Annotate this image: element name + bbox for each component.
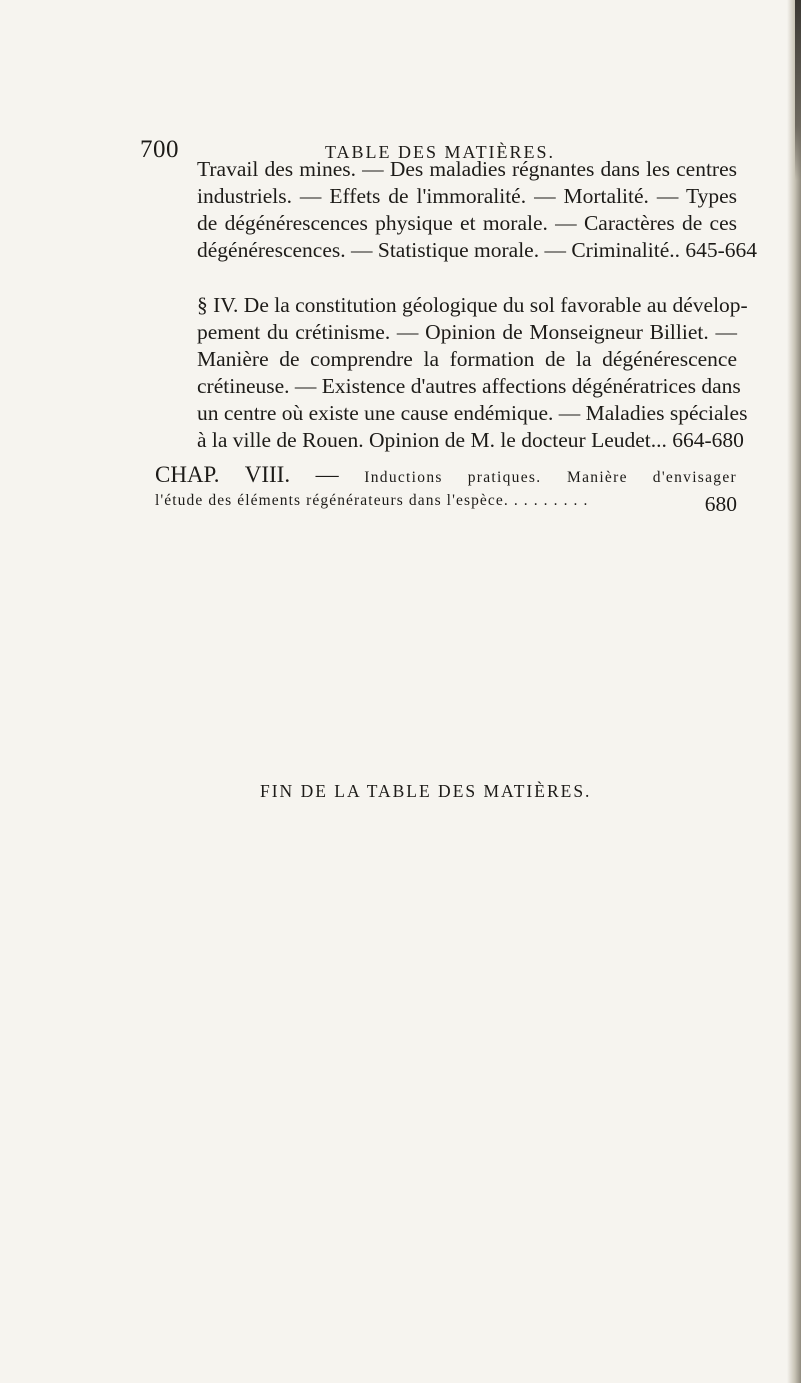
chapter-page-number: 680 [704, 492, 737, 516]
chapter-heading-line [155, 462, 737, 492]
entry-line: dégénérescences. — Statistique morale. — Criminalité.. 645-664 [197, 238, 758, 262]
entry-line: pement du crétinisme. — Opinion de Monseigneur Billiet. — [197, 320, 737, 344]
page-number: 700 [140, 136, 179, 163]
chapter-title-part2: Manière d'envisager [567, 469, 738, 486]
entry-line: un centre où existe une cause endémique. — Maladies spéciales [197, 401, 748, 425]
entry-line: à la ville de Rouen. Opinion de M. le docteur Leudet... 664-680 [197, 428, 744, 452]
running-title: TABLE DES MATIÈRES. [325, 142, 556, 162]
entry-line: Manière de comprendre la formation de la dégénérescence [197, 347, 737, 371]
entry-line: de dégénérescences physique et morale. — Caractères de ces [197, 211, 737, 235]
toc-entry [197, 156, 758, 264]
entry-line: § IV. De la constitution géologique du sol favorable au dévelop- [197, 293, 748, 317]
chapter-subtitle-line [155, 492, 737, 520]
chapter-label: CHAP. VIII. [155, 462, 291, 487]
chapter-subtitle: l'étude des éléments régénérateurs dans l'espèce. . . . . . . . . [155, 492, 589, 509]
end-of-table: FIN DE LA TABLE DES MATIÈRES. [260, 781, 592, 801]
chapter-title-part1: Inductions pratiques. [364, 469, 542, 486]
page-edge-dark [795, 0, 801, 180]
entry-line: crétineuse. — Existence d'autres affections dégénératrices dans [197, 374, 741, 398]
entry-line: industriels. — Effets de l'immoralité. — Mortalité. — Types [197, 184, 737, 208]
chapter-heading [155, 462, 737, 520]
chapter-dash: — [315, 462, 339, 487]
toc-entry-section-iv [197, 292, 748, 454]
page-edge-shadow [787, 0, 801, 1383]
entry-line: Travail des mines. — Des maladies régnantes dans les centres [197, 157, 737, 181]
